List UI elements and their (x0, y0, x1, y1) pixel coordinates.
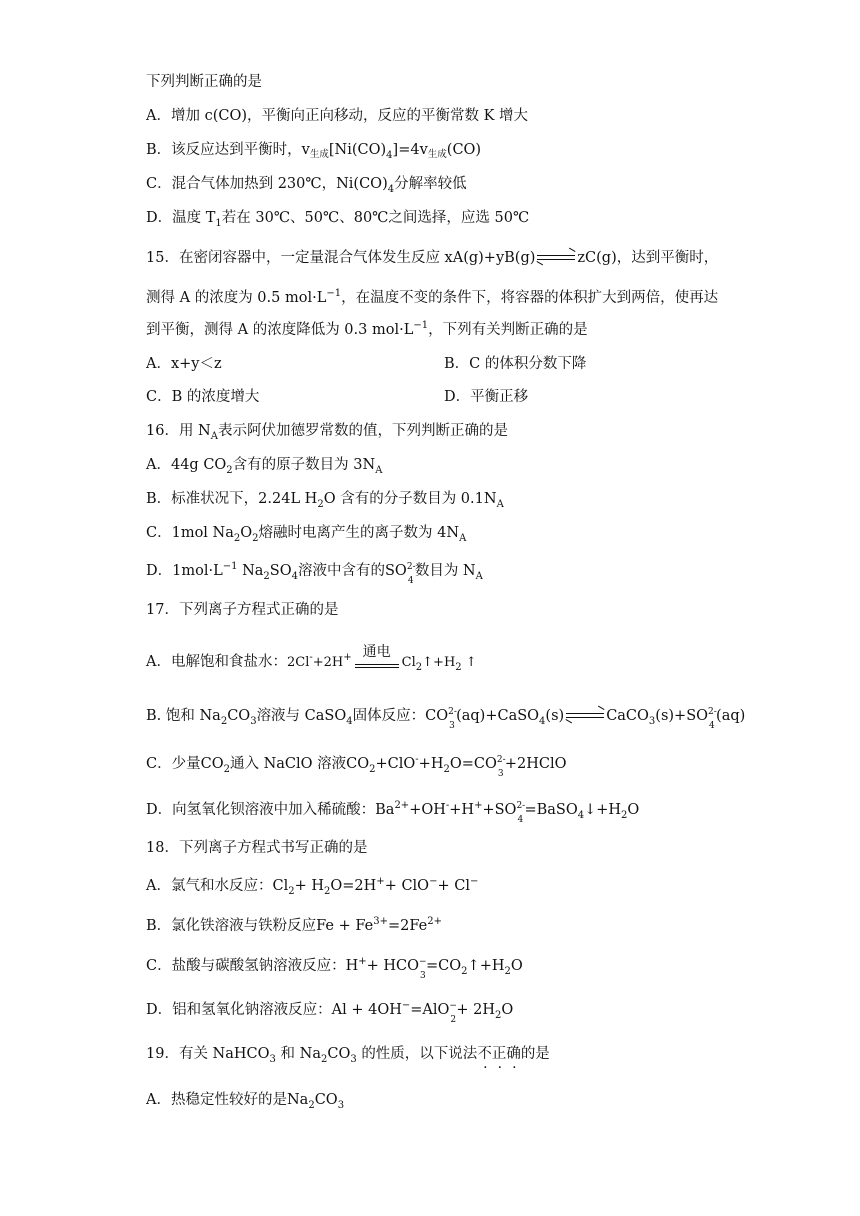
q14-option-d: D．温度 $T_1$若在 30℃、50℃、80℃之间选择，应选 50℃ (146, 210, 530, 229)
q15-option-b: B．C 的体积分数下降 (444, 356, 587, 372)
q14-option-b: B．该反应达到平衡时，$v_{生成}[Ni(CO)_4]=4v_{生成}(CO)$ (146, 142, 482, 161)
question-15-stem-line3: 到平衡，测得 A 的浓度降低为 0.3 $mol\cdot L^{-1}$，下列有关判断正确的是 (146, 320, 588, 338)
q18-option-b: B．氯化铁溶液与铁粉反应$Fe + Fe^{3+}=2Fe^{2+}$ (146, 916, 442, 934)
question-18-stem: 18．下列离子方程式书写正确的是 (146, 840, 368, 856)
q17-option-d: D．向氢氧化钡溶液中加入稀硫酸：$Ba^{2+}+OH^-+H^++SO$ 2- 4 $=BaSO_4↓+H_2O$ (146, 800, 640, 825)
q18-option-d: D．铝和氢氧化钠溶液反应：Al + 4OH−=AlO − 2 + $2H_2O$ (146, 1000, 514, 1025)
equilibrium-arrow-icon (566, 707, 604, 725)
q18-option-a: A．氯气和水反应：$Cl_2+ H_2O=2H^++ ClO^-+ Cl^-$ (146, 876, 479, 897)
q18-option-c: C．盐酸与碳酸氢钠溶液反应：H++ HCO − 3 $=CO_2↑+H_2O$ (146, 956, 523, 981)
q16-option-a: A．44g $CO_2$含有的原子数目为 $3N_A$ (146, 457, 383, 476)
emphasis-char: 确 (506, 1046, 521, 1062)
q15-option-c: C．B 的浓度增大 (146, 389, 260, 405)
q15-option-d: D．平衡正移 (444, 389, 529, 405)
q19-option-a: A．热稳定性较好的是$Na_2CO_3$ (146, 1092, 345, 1111)
question-14-stem: 下列判断正确的是 (146, 74, 262, 90)
question-19-stem: 19．有关 NaHCO$_3$ 和 $Na_2CO_3$ 的性质，以下说法不正确的是 (146, 1046, 550, 1065)
emphasis-char: 正 (491, 1046, 507, 1062)
question-15-stem-line1: 15．在密闭容器中，一定量混合气体发生反应 xA(g)+yB(g) zC(g)，达到平衡时， (146, 248, 718, 268)
emphasis-char: 不 (477, 1046, 492, 1062)
q16-option-c: C．1mol $Na_2O_2$熔融时电离产生的离子数为 $4N_A$ (146, 525, 467, 544)
question-15-stem-line2: 测得 A 的浓度为 0.5 $mol\cdot L^{-1}$，在温度不变的条件下，将容器的体积扩大到两倍，使再达 (146, 288, 719, 306)
question-16-stem: 16．用 $N_A$表示阿伏加德罗常数的值，下列判断正确的是 (146, 423, 508, 442)
q15-option-a: A．x+y＜z (146, 356, 222, 372)
q17-option-c: C．少量$CO_2$通入 NaClO 溶液$CO_2+ClO^-+H_2O=CO$ 2- 3 +2HClO (146, 754, 567, 779)
q17-option-b: B. 饱和 $Na_2CO_3$溶液与 CaSO$_4$固体反应：CO 2- 3 (aq)+CaSO$_4$(s) CaCO$_3$(s)+SO 2- 4 (aq) (146, 707, 746, 731)
q16-option-b: B．标准状况下，2.24L $H_2O$ 含有的分子数目为 $0.1N_A$ (146, 491, 504, 510)
question-17-stem: 17．下列离子方程式正确的是 (146, 602, 339, 618)
equilibrium-arrow-icon (537, 249, 575, 267)
q14-option-c: C．混合气体加热到 230℃，$Ni(CO)_4$分解率较低 (146, 176, 467, 195)
q14-option-a: A．增加 c(CO)，平衡向正向移动，反应的平衡常数 K 增大 (146, 108, 529, 124)
q16-option-d: D．$1mol\cdot L^{-1}$ $Na_2SO_4$溶液中含有的SO 2- 4 数目为 $N_A$ (146, 561, 483, 586)
q17-option-a: A．电解饱和食盐水：2Cl-+2H+ 通电 $Cl_2↑+H_2$ ↑ (146, 648, 477, 676)
electrolysis-equals-sign: 通电 (355, 648, 399, 676)
